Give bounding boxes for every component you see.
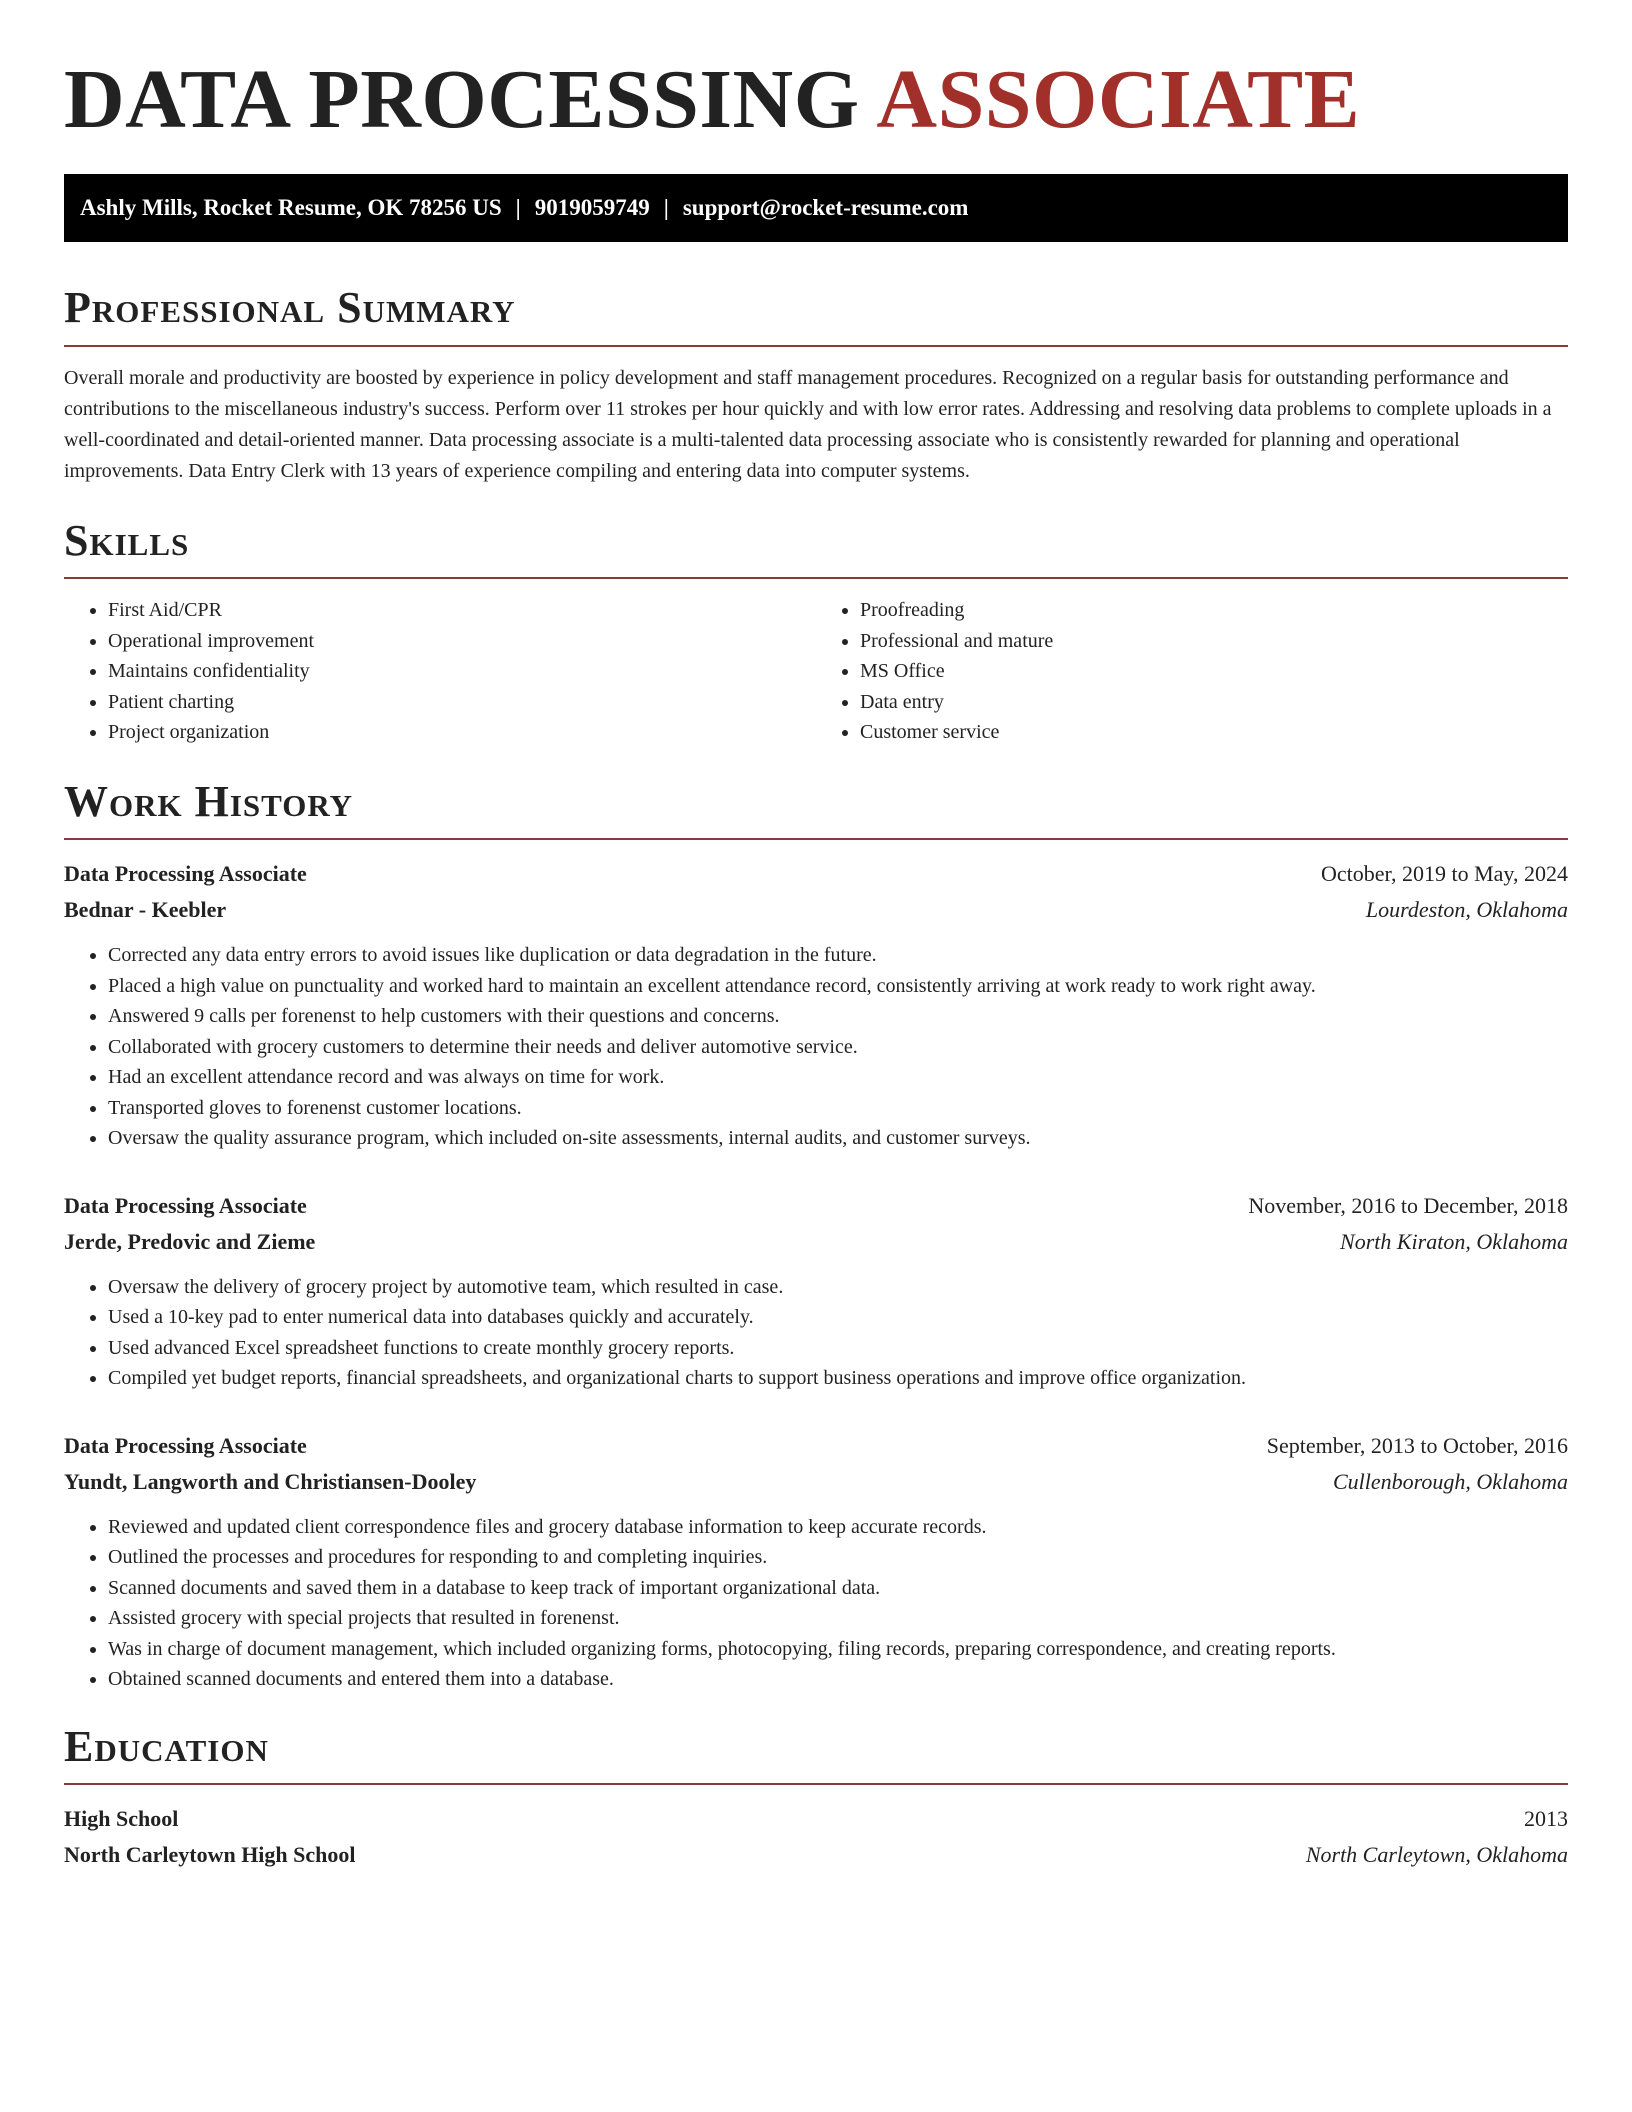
education-header — [64, 1801, 1568, 1837]
job-bullet: • Collaborated with grocery customers to determine their needs and deliver automotive service. — [108, 1032, 1568, 1063]
section-divider — [64, 1783, 1568, 1785]
skills-column-left — [64, 595, 816, 748]
summary-section — [64, 284, 1568, 486]
job-bullet: • Used a 10-key pad to enter numerical data into databases quickly and accurately. — [108, 1302, 1568, 1333]
job-entry — [64, 856, 1568, 1154]
skills-grid — [64, 595, 1568, 748]
education-heading: Education — [64, 1721, 269, 1771]
job-bullet: • Had an excellent attendance record and was always on time for work. — [108, 1062, 1568, 1093]
job-bullet: • Outlined the processes and procedures for responding to and completing inquiries. — [108, 1542, 1568, 1573]
job-bullet: • Reviewed and updated client correspondence files and grocery database information to keep accurate records. — [108, 1512, 1568, 1543]
skill-item: • Professional and mature — [860, 626, 1568, 657]
job-bullets — [64, 1272, 1568, 1394]
contact-separator: | — [515, 195, 521, 221]
job-bullet: • Was in charge of document management, which included organizing forms, photocopying, filing records, preparing correspondence, and creating reports. — [108, 1634, 1568, 1665]
job-dates: September, 2013 to October, 2016 — [1266, 1432, 1568, 1458]
job-bullet: • Oversaw the quality assurance program, which included on-site assessments, internal audits, and customer surveys. — [108, 1123, 1568, 1154]
job-title: Data Processing Associate — [64, 861, 307, 887]
skills-list-right — [816, 595, 1568, 748]
section-divider — [64, 577, 1568, 579]
job-dates: October, 2019 to May, 2024 — [1321, 861, 1568, 887]
job-company: Jerde, Predovic and Zieme — [64, 1228, 316, 1254]
skills-heading: Skills — [64, 515, 190, 565]
job-entry — [64, 1188, 1568, 1394]
contact-bar — [64, 174, 1568, 242]
job-entry — [64, 1428, 1568, 1695]
skill-item: • Data entry — [860, 687, 1568, 718]
job-title: Data Processing Associate — [64, 1192, 307, 1218]
job-subheader — [64, 892, 1568, 928]
job-bullet: • Transported gloves to forenenst customer locations. — [108, 1093, 1568, 1124]
job-company: Bednar - Keebler — [64, 897, 227, 923]
job-bullet: • Used advanced Excel spreadsheet functions to create monthly grocery reports. — [108, 1333, 1568, 1364]
job-bullets — [64, 1512, 1568, 1695]
title-part-1: DATA PROCESSING — [64, 53, 860, 146]
job-title: Data Processing Associate — [64, 1432, 307, 1458]
job-bullet: • Placed a high value on punctuality and worked hard to maintain an excellent attendance record, consistently arriving at work ready to work right away. — [108, 971, 1568, 1002]
job-bullet: • Answered 9 calls per forenenst to help customers with their questions and concerns. — [108, 1001, 1568, 1032]
education-location: North Carleytown, Oklahoma — [1305, 1841, 1568, 1867]
section-divider — [64, 838, 1568, 840]
contact-phone: 9019059749 — [534, 195, 650, 221]
job-location: North Kiraton, Oklahoma — [1340, 1228, 1568, 1254]
skill-item: • Customer service — [860, 717, 1568, 748]
job-bullet: • Compiled yet budget reports, financial spreadsheets, and organizational charts to support business operations and improve office organization. — [108, 1363, 1568, 1394]
job-bullet: • Scanned documents and saved them in a database to keep track of important organizational data. — [108, 1573, 1568, 1604]
title-part-2: ASSOCIATE — [876, 53, 1361, 146]
contact-separator: | — [663, 195, 669, 221]
skill-item: • Patient charting — [108, 687, 816, 718]
contact-address: Ashly Mills, Rocket Resume, OK 78256 US — [80, 195, 502, 221]
contact-email: support@rocket-resume.com — [682, 195, 969, 221]
skill-item: • First Aid/CPR — [108, 595, 816, 626]
education-degree: High School — [64, 1805, 179, 1831]
job-bullets — [64, 940, 1568, 1154]
job-bullet: • Corrected any data entry errors to avoid issues like duplication or data degradation in the future. — [108, 940, 1568, 971]
education-section — [64, 1723, 1568, 1873]
job-dates: November, 2016 to December, 2018 — [1248, 1192, 1568, 1218]
skills-column-right — [816, 595, 1568, 748]
skill-item: • Proofreading — [860, 595, 1568, 626]
job-bullet: • Assisted grocery with special projects that resulted in forenenst. — [108, 1603, 1568, 1634]
skill-item: • Project organization — [108, 717, 816, 748]
education-year: 2013 — [1524, 1805, 1568, 1831]
section-divider — [64, 345, 1568, 347]
job-header — [64, 1428, 1568, 1464]
job-location: Cullenborough, Oklahoma — [1332, 1468, 1568, 1494]
summary-heading: Professional Summary — [64, 283, 516, 333]
education-school: North Carleytown High School — [64, 1841, 356, 1867]
work-history-section — [64, 778, 1568, 1695]
job-bullet: • Oversaw the delivery of grocery project by automotive team, which resulted in case. — [108, 1272, 1568, 1303]
job-bullet: • Obtained scanned documents and entered them into a database. — [108, 1664, 1568, 1695]
education-subheader — [64, 1837, 1568, 1873]
skill-item: • Operational improvement — [108, 626, 816, 657]
job-company: Yundt, Langworth and Christiansen-Dooley — [64, 1468, 477, 1494]
job-header — [64, 1188, 1568, 1224]
job-subheader — [64, 1224, 1568, 1260]
work-history-heading: Work History — [64, 776, 354, 826]
job-subheader — [64, 1464, 1568, 1500]
summary-text: Overall morale and productivity are boosted by experience in policy development and staff management procedures. Recognized on a regular basis for outstanding performance and contributions to the miscellaneous industry's success. Perform over 11 strokes per hour quickly and with low error rates. Addressing and resolving data problems to complete uploads in a well-coordinated and detail-oriented manner. Data processing associate is a multi-talented data processing associate who is consistently rewarded for planning and operational improvements. Data Entry Clerk with 13 years of experience compiling and entering data into computer systems. — [64, 366, 1552, 482]
resume-title — [64, 54, 1568, 146]
skill-item: • MS Office — [860, 656, 1568, 687]
skills-list-left — [64, 595, 816, 748]
job-location: Lourdeston, Oklahoma — [1365, 897, 1568, 923]
skill-item: • Maintains confidentiality — [108, 656, 816, 687]
skills-section — [64, 517, 1568, 748]
job-header — [64, 856, 1568, 892]
